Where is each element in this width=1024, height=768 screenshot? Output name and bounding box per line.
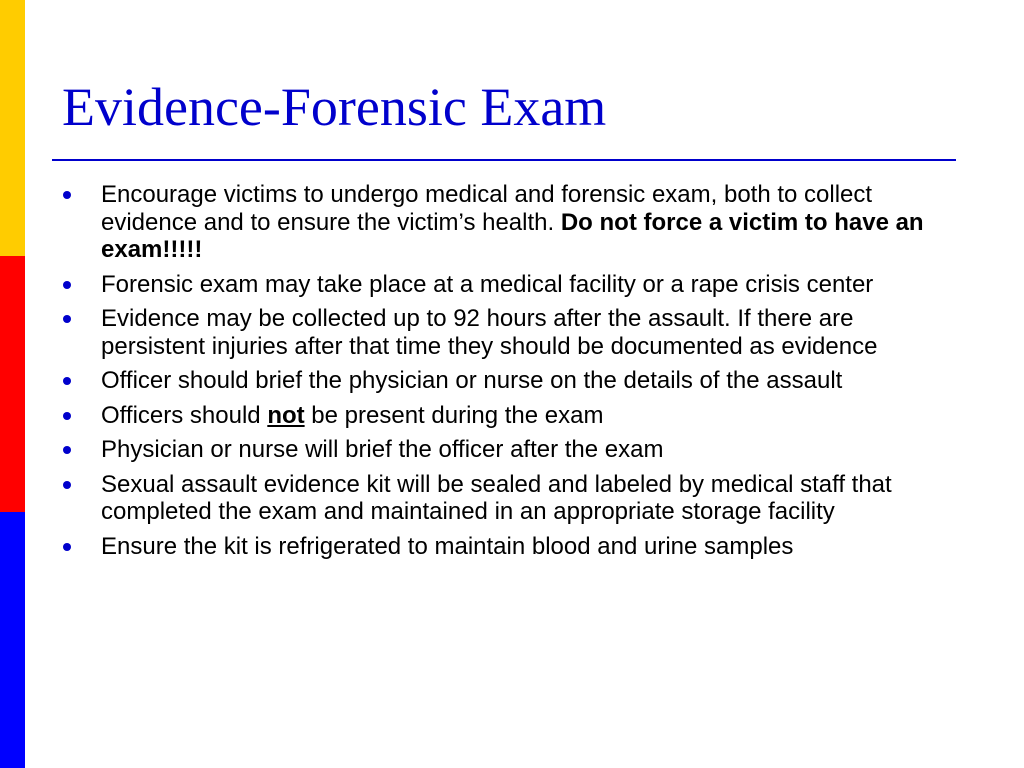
accent-bar-red bbox=[0, 256, 25, 512]
bullet-dot-icon bbox=[63, 481, 71, 489]
bullet-dot-icon bbox=[63, 281, 71, 289]
bullet-dot-icon bbox=[63, 315, 71, 323]
bullet-text: Ensure the kit is refrigerated to maintain blood and urine samples bbox=[101, 532, 794, 560]
bullet-dot-icon bbox=[63, 446, 71, 454]
bullet-dot-icon bbox=[63, 377, 71, 385]
bullet-text: Physician or nurse will brief the officer after the exam bbox=[101, 436, 664, 463]
title-underline bbox=[52, 159, 956, 161]
bullet-text: Encourage victims to undergo medical and forensic exam, both to collect evidence and to ensure the victim’s health. bbox=[101, 181, 873, 236]
bullet-item bbox=[60, 471, 950, 526]
bullet-item bbox=[60, 367, 950, 395]
bullet-list bbox=[60, 181, 950, 567]
slide-title: Evidence-Forensic Exam bbox=[62, 77, 607, 137]
bullet-dot-icon bbox=[63, 412, 71, 420]
bullet-text: Evidence may be collected up to 92 hours after the assault. If there are persistent injuries after that time they should be documented as evidence bbox=[101, 305, 878, 360]
accent-bar-yellow bbox=[0, 0, 25, 256]
bullet-emphasis-text: not bbox=[267, 401, 305, 429]
bullet-dot-icon bbox=[63, 191, 71, 199]
bullet-item bbox=[60, 181, 950, 264]
accent-bar-blue bbox=[0, 512, 25, 768]
bullet-item bbox=[60, 402, 950, 430]
bullet-text: Officer should brief the physician or nurse on the details of the assault bbox=[101, 367, 843, 394]
bullet-item bbox=[60, 305, 950, 360]
bullet-item bbox=[60, 533, 950, 561]
bullet-text: Sexual assault evidence kit will be sealed and labeled by medical staff that completed the exam and maintained in an appropriate storage facility bbox=[101, 470, 892, 525]
bullet-item bbox=[60, 271, 950, 299]
bullet-text-before: Officers should bbox=[101, 401, 268, 429]
bullet-item bbox=[60, 436, 950, 464]
bullet-dot-icon bbox=[63, 543, 71, 551]
bullet-bold-text: Do not force a victim to have an exam!!!!! bbox=[101, 208, 924, 263]
bullet-text: Forensic exam may take place at a medical facility or a rape crisis center bbox=[101, 270, 874, 298]
bullet-text-after: be present during the exam bbox=[304, 401, 604, 429]
